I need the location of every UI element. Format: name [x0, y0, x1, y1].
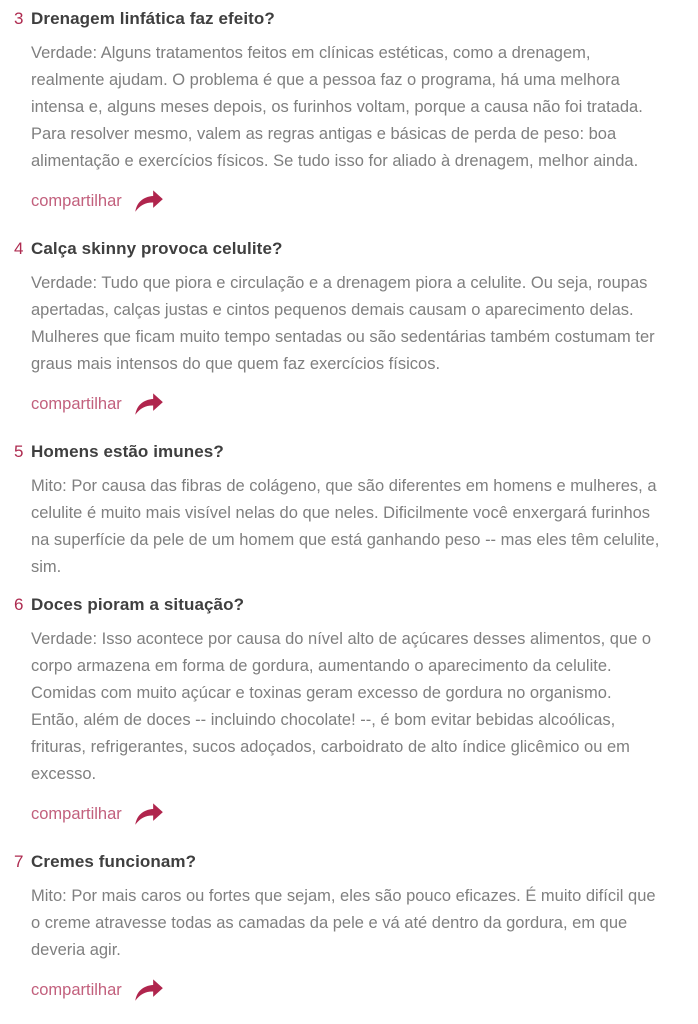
answer-paragraph: Verdade: Isso acontece por causa do nível alto de açúcares desses alimentos, que o corpo armazena em forma de gordura, aumentando o aparecimento da celulite. Comidas com muito açúcar e toxinas geram excesso de gordura no organismo. Então, além de doces -- incluindo chocolate! --, é bom evitar bebidas alcoólicas, frituras, refrigerantes, sucos adoçados, carboidrato de alto índice glicêmico ou em excesso. [31, 630, 652, 783]
share-label: compartilhar [31, 394, 122, 413]
share-arrow-icon [134, 978, 164, 1002]
question-title: Cremes funcionam? [31, 852, 197, 871]
share-label: compartilhar [31, 191, 122, 210]
question-title: Homens estão imunes? [31, 442, 224, 461]
question-title: Calça skinny provoca celulite? [31, 239, 283, 258]
share-link[interactable] [31, 189, 164, 213]
question-number: 7 [14, 852, 24, 871]
answer-paragraph: Mito: Por causa das fibras de colágeno, que são diferentes em homens e mulheres, a celulite é muito mais visível nelas do que neles. Dificilmente você enxergará furinhos na superfície da pele de um homem que está ganhando peso -- mas eles têm celulite, sim. [31, 477, 660, 576]
question-item-3 [14, 9, 662, 213]
share-label: compartilhar [31, 804, 122, 823]
question-item-7 [14, 852, 662, 1002]
question-heading [14, 595, 662, 615]
share-label: compartilhar [31, 980, 122, 999]
question-title: Drenagem linfática faz efeito? [31, 9, 275, 28]
share-arrow-icon [134, 189, 164, 213]
question-number: 6 [14, 595, 24, 614]
share-arrow-icon [134, 802, 164, 826]
answer-paragraph: Verdade: Alguns tratamentos feitos em clínicas estéticas, como a drenagem, realmente ajudam. O problema é que a pessoa faz o programa, há uma melhora intensa e, alguns meses depois, os furinhos voltam, porque a causa não foi tratada. Para resolver mesmo, valem as regras antigas e básicas de perda de peso: boa alimentação e exercícios físicos. Se tudo isso for aliado à drenagem, melhor ainda. [31, 44, 643, 170]
question-heading [14, 852, 662, 872]
question-heading [14, 9, 662, 29]
question-number: 4 [14, 239, 24, 258]
share-link[interactable] [31, 978, 164, 1002]
question-heading [14, 442, 662, 462]
question-heading [14, 239, 662, 259]
share-link[interactable] [31, 392, 164, 416]
share-arrow-icon [134, 392, 164, 416]
question-item-6 [14, 595, 662, 826]
answer-paragraph: Mito: Por mais caros ou fortes que sejam, eles são pouco eficazes. É muito difícil que o creme atravesse todas as camadas da pele e vá até dentro da gordura, em que deveria agir. [31, 887, 656, 959]
answer-paragraph: Verdade: Tudo que piora e circulação e a drenagem piora a celulite. Ou seja, roupas apertadas, calças justas e cintos pequenos demais causam o aparecimento delas. Mulheres que ficam muito tempo sentadas ou são sedentárias também costumam ter graus mais intensos do que quem faz exercícios físicos. [31, 274, 655, 373]
question-title: Doces pioram a situação? [31, 595, 245, 614]
question-number: 5 [14, 442, 24, 461]
question-item-4 [14, 239, 662, 416]
share-link[interactable] [31, 802, 164, 826]
question-number: 3 [14, 9, 24, 28]
question-item-5 [14, 442, 662, 581]
